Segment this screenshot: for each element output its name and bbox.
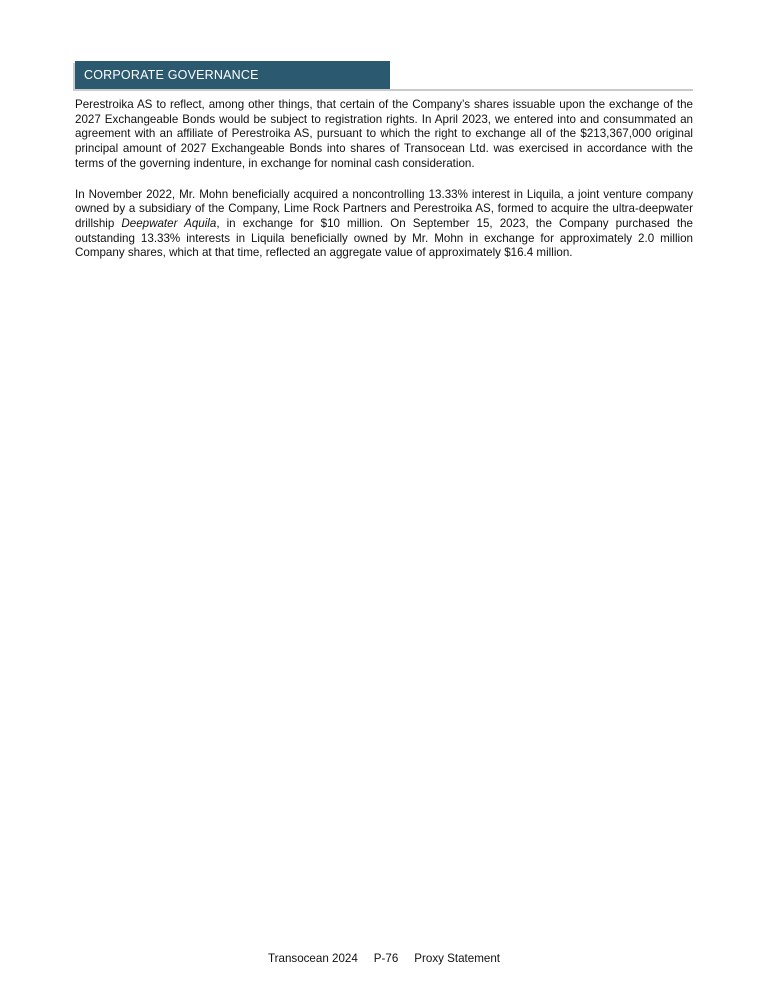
paragraph-1-text: Perestroika AS to reflect, among other things, that certain of the Company’s shares issuable upon the exchange of the 2027 Exchangeable Bonds would be subject to registration rights. In April 2023, we entered into and consummated an agreement with an affiliate of Perestroika AS, pursuant to which the right to exchange all of the $213,367,000 original principal amount of 2027 Exchangeable Bonds into shares of Transocean Ltd. was exercised in accordance with the terms of the governing indenture, in exchange for nominal cash consideration. <box>75 98 693 170</box>
section-banner-row <box>75 61 693 89</box>
vessel-name: Deepwater Aquila <box>121 216 217 230</box>
section-title: CORPORATE GOVERNANCE <box>84 68 259 82</box>
paragraph-exchangeable-bonds <box>75 98 693 172</box>
paragraph-2-text-after: , in exchange for $10 million. On September 15, 2023, the Company purchased the outstanding 13.33% interests in Liquila beneficially owned by Mr. Mohn in exchange for approximately 2.0 million Company shares, which at that time, reflected an aggregate value of approximately $16.4 million. <box>75 216 693 260</box>
footer-page-number: P-76 <box>373 952 399 965</box>
footer-brand: Transocean 2024 <box>267 952 358 965</box>
page-footer <box>0 952 768 965</box>
paragraph-2-text-before: In November 2022, Mr. Mohn beneficially acquired a noncontrolling 13.33% interest in Liquila, a joint venture company owned by a subsidiary of the Company, Lime Rock Partners and Perestroika AS, formed to acquire the ultra-deepwater drillship <box>75 187 693 230</box>
paragraph-liquila <box>75 188 693 262</box>
section-banner-rule <box>75 89 693 91</box>
page-content <box>75 61 693 261</box>
section-title-banner <box>75 61 390 89</box>
footer-label: Proxy Statement <box>414 952 500 965</box>
